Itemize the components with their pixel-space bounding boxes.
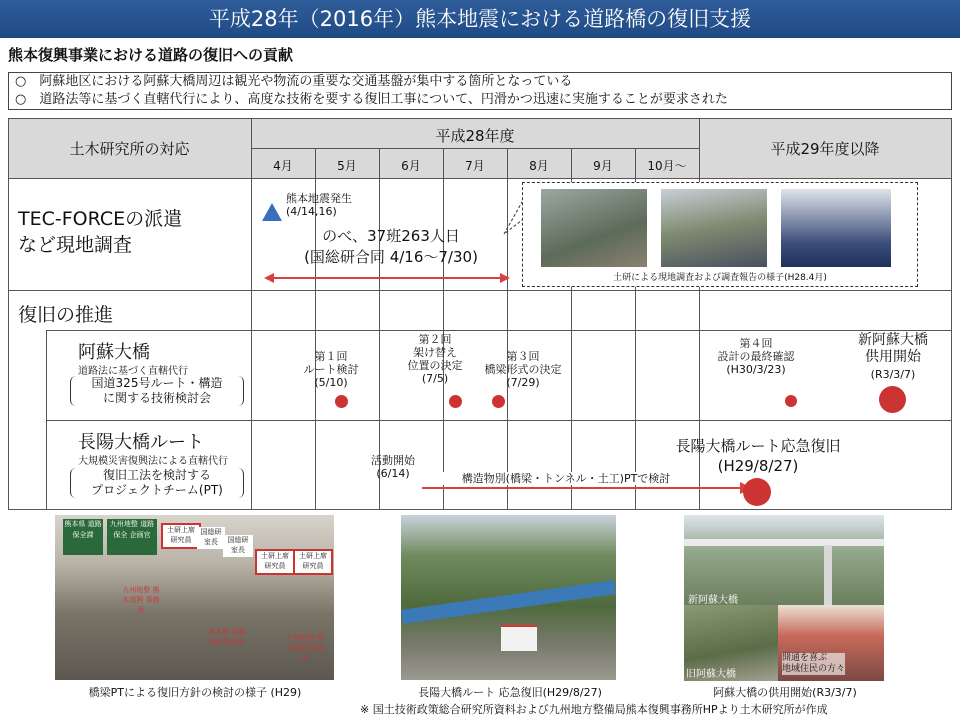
event-m3: 第３回 橋梁形式の決定 (7/29)	[484, 350, 562, 389]
meeting-sign-1: 熊本県 道路保全課	[63, 519, 103, 555]
dot-m2	[449, 395, 462, 408]
col-header-fy28: 平成28年度	[435, 127, 515, 145]
footnote: ※ 国土技術政策総合研究所資料および九州地方整備局熊本復興事務所HPより土木研究所が作成	[360, 703, 828, 716]
month-sep: 9月	[593, 159, 613, 173]
triangle-icon	[261, 202, 283, 222]
dot-choyo-restore	[743, 478, 771, 506]
notes-box	[8, 72, 952, 110]
schedule-table	[8, 118, 952, 510]
bridge-pier	[824, 545, 832, 605]
callout-caption: 土研による現地調査および調査報告の様子(H28.4月)	[613, 273, 827, 283]
pt-text: 構造物別(橋梁・トンネル・土工)PTで検討	[436, 472, 696, 485]
dot-m1	[335, 395, 348, 408]
meeting-photo	[55, 515, 334, 680]
caption-new-aso: 阿蘇大橋の供用開始(R3/3/7)	[713, 686, 857, 699]
dot-m4	[785, 395, 797, 407]
meeting-sign-10: 熊本県 阿蘇地域振興局	[208, 628, 246, 646]
choyo-bridge-photo	[401, 515, 616, 680]
dot-m3	[492, 395, 505, 408]
choyo-pt: 復旧工法を検討する プロジェクトチーム(PT)	[70, 468, 244, 498]
site-photo-1	[541, 189, 647, 267]
tecforce-arrow	[264, 271, 510, 285]
bridge-deck	[684, 539, 884, 546]
caption-choyo: 長陽大橋ルート 応急復旧(H29/8/27)	[418, 686, 602, 699]
note-line-1: ○ 阿蘇地区における阿蘇大橋周辺は観光や物流の重要な交通基盤が集中する箇所となっている	[15, 74, 573, 89]
meeting-sign-2: 九州地整 道路保全 企画官	[107, 519, 157, 555]
meeting-sign-3: 土研上席 研究員	[161, 523, 201, 549]
old-aso-bridge-photo	[684, 605, 778, 681]
meeting-sign-9: 九州地整 熊本復興 事務所	[286, 634, 324, 662]
page-title: 平成28年（2016年）熊本地震における道路橋の復旧支援	[0, 0, 960, 38]
event-m2: 第２回 架け替え 位置の決定 (7/5)	[407, 333, 463, 385]
aso-sub: 道路法に基づく直轄代行	[78, 366, 188, 377]
aso-pt: 国道325号ルート・構造 に関する技術検討会	[70, 376, 244, 406]
photo-callout	[522, 182, 918, 287]
month-may: 5月	[337, 159, 357, 173]
section-subtitle: 熊本復興事業における道路の復旧への貢献	[8, 46, 294, 64]
month-jul: 7月	[465, 159, 485, 173]
residents-label: 開通を喜ぶ 地域住民の方々	[782, 653, 846, 674]
aso-title: 阿蘇大橋	[78, 342, 150, 363]
meeting-sign-7: 土研上席 研究員	[293, 549, 333, 575]
meeting-sign-6: 土研上席 研究員	[255, 549, 295, 575]
col-header-response: 土木研究所の対応	[69, 140, 190, 158]
viaduct-shape	[401, 580, 616, 624]
tecforce-text: のべ、37班263人日 (国総研合同 4/16～7/30)	[304, 227, 478, 266]
meeting-sign-8: 九州地整 熊本復興 事務所	[122, 586, 160, 614]
dot-new-aso	[879, 386, 906, 413]
quake-label: 熊本地震発生 (4/14,16)	[286, 192, 352, 218]
new-aso-bridge-photo	[684, 515, 884, 605]
month-apr: 4月	[273, 159, 293, 173]
col-header-fy29: 平成29年度以降	[770, 140, 880, 158]
old-aso-label: 旧阿蘇大橋	[686, 669, 736, 680]
row-recovery-label: 復旧の推進	[18, 304, 114, 326]
month-jun: 6月	[401, 159, 421, 173]
event-choyo-restore: 長陽大橋ルート応急復旧 (H29/8/27)	[675, 437, 841, 475]
event-m1: 第１回 ルート検討 (5/10)	[303, 350, 359, 389]
event-m4: 第４回 設計の最終確認 (H30/3/23)	[717, 337, 795, 376]
event-new-aso: 新阿蘇大橋 供用開始 (R3/3/7)	[858, 332, 928, 381]
choyo-title: 長陽大橋ルート	[78, 432, 204, 453]
choyo-sub: 大規模災害復興法による直轄代行	[78, 456, 228, 467]
residents-photo	[778, 605, 884, 681]
meeting-sign-5: 国総研 室長	[223, 535, 253, 557]
tent-shape	[501, 625, 537, 651]
site-photo-3	[781, 189, 891, 267]
month-aug: 8月	[529, 159, 549, 173]
row-tecforce-label: TEC-FORCEの派遣 など現地調査	[18, 208, 183, 256]
note-line-2: ○ 道路法等に基づく直轄代行により、高度な技術を要する復旧工事について、円滑かつ迅速に実施することが要求された	[15, 92, 728, 107]
new-aso-label: 新阿蘇大橋	[688, 595, 738, 605]
meeting-sign-4: 国総研 室長	[197, 527, 225, 549]
event-start: 活動開始 (6/14)	[371, 454, 415, 480]
month-oct: 10月～	[647, 159, 687, 173]
site-photo-2	[661, 189, 767, 267]
caption-meeting: 橋梁PTによる復旧方針の検討の様子 (H29)	[88, 686, 302, 699]
